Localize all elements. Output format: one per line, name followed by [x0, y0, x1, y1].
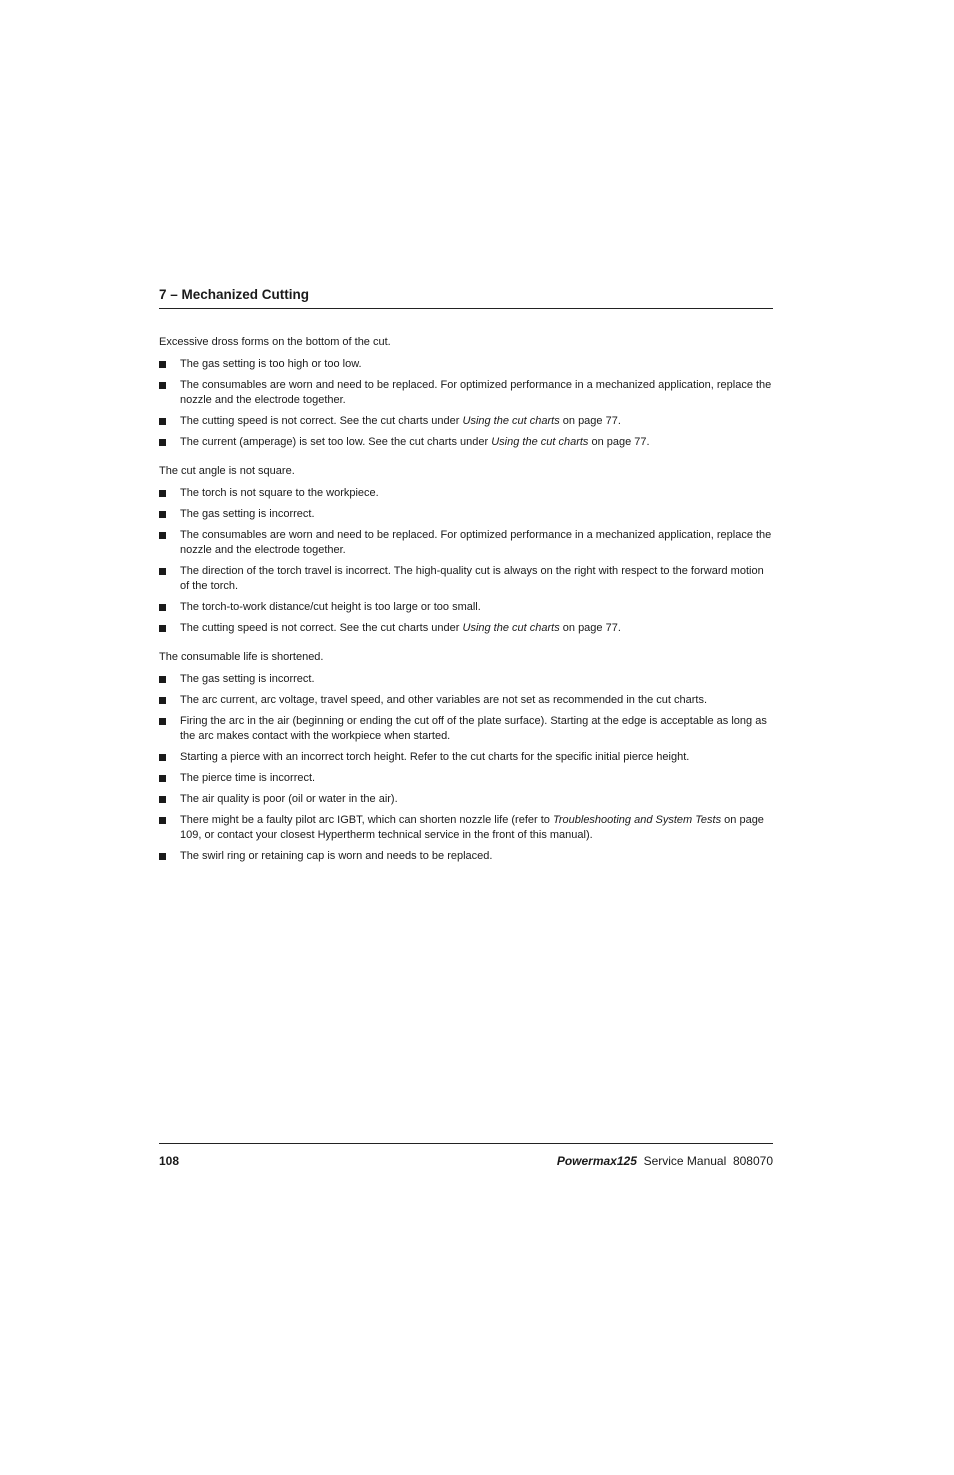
list-item-text-tail: on page 77. [588, 436, 650, 448]
list-item [159, 771, 773, 786]
product-name: Powermax125 [556, 1154, 637, 1168]
list-item-text: The consumables are worn and need to be replaced. For optimized performance in a mechanized application, replace the nozzle and the electrode together. [180, 379, 772, 406]
list-item [159, 693, 773, 708]
square-bullet-icon [159, 418, 166, 425]
symptom-section [159, 464, 773, 636]
list-item [159, 813, 773, 843]
list-item [159, 849, 773, 864]
square-bullet-icon [159, 817, 166, 824]
list-item-text: The cutting speed is not correct. See the cut charts under [180, 415, 463, 427]
square-bullet-icon [159, 754, 166, 761]
footer-manual-info [557, 1154, 773, 1168]
list-item-text: The current (amperage) is set too low. See the cut charts under [180, 436, 492, 448]
square-bullet-icon [159, 853, 166, 860]
square-bullet-icon [159, 568, 166, 575]
list-item-text: The gas setting is too high or too low. [180, 358, 362, 370]
list-item [159, 714, 773, 744]
square-bullet-icon [159, 382, 166, 389]
list-item-text-tail: on page 77. [559, 622, 621, 634]
cause-list [159, 357, 773, 450]
square-bullet-icon [159, 490, 166, 497]
list-item [159, 435, 773, 450]
list-item [159, 528, 773, 558]
list-item [159, 507, 773, 522]
square-bullet-icon [159, 718, 166, 725]
list-item-text: The swirl ring or retaining cap is worn and needs to be replaced. [180, 850, 493, 862]
list-item-text: There might be a faulty pilot arc IGBT, which can shorten nozzle life (refer to [180, 814, 553, 826]
list-item-text-tail: on page 77. [559, 415, 621, 427]
list-item-text: The torch-to-work distance/cut height is too large or too small. [180, 601, 481, 613]
cross-reference: Using the cut charts [462, 622, 560, 634]
square-bullet-icon [159, 532, 166, 539]
symptom-heading: The cut angle is not square. [159, 465, 295, 477]
symptom-heading: The consumable life is shortened. [159, 651, 324, 663]
square-bullet-icon [159, 511, 166, 518]
list-item [159, 357, 773, 372]
list-item [159, 672, 773, 687]
list-item [159, 750, 773, 765]
symptom-heading: Excessive dross forms on the bottom of the cut. [159, 336, 391, 348]
list-item-text: The arc current, arc voltage, travel speed, and other variables are not set as recommended in the cut charts. [180, 694, 708, 706]
cross-reference: Using the cut charts [491, 436, 589, 448]
symptom-section [159, 650, 773, 864]
square-bullet-icon [159, 625, 166, 632]
chapter-header [159, 287, 773, 309]
square-bullet-icon [159, 361, 166, 368]
list-item [159, 414, 773, 429]
list-item-text: Firing the arc in the air (beginning or ending the cut off of the plate surface). Starting at the edge is acceptable as long as the arc makes contact with the workpiece when started. [180, 715, 767, 742]
list-item-text: The gas setting is incorrect. [180, 508, 315, 520]
cause-list [159, 672, 773, 864]
square-bullet-icon [159, 439, 166, 446]
manual-name: Service Manual [643, 1154, 727, 1168]
cause-list [159, 486, 773, 636]
list-item-text: The consumables are worn and need to be replaced. For optimized performance in a mechanized application, replace the nozzle and the electrode together. [180, 529, 772, 556]
list-item [159, 564, 773, 594]
list-item-text: The gas setting is incorrect. [180, 673, 315, 685]
square-bullet-icon [159, 796, 166, 803]
list-item-text-tail: on page 109, or contact your closest Hypertherm technical service in the front of this manual). [180, 814, 764, 841]
list-item [159, 792, 773, 807]
list-item-text: The cutting speed is not correct. See the cut charts under [180, 622, 463, 634]
square-bullet-icon [159, 775, 166, 782]
main-content [159, 335, 773, 878]
page-number: 108 [159, 1154, 180, 1168]
list-item [159, 378, 773, 408]
square-bullet-icon [159, 697, 166, 704]
chapter-title: 7 – Mechanized Cutting [159, 287, 310, 302]
page-footer [159, 1143, 773, 1168]
list-item-text: The air quality is poor (oil or water in the air). [180, 793, 398, 805]
cross-reference: Using the cut charts [462, 415, 560, 427]
list-item-text: The pierce time is incorrect. [180, 772, 316, 784]
list-item-text: The direction of the torch travel is incorrect. The high-quality cut is always on the right with respect to the forward motion of the torch. [180, 565, 764, 592]
list-item [159, 600, 773, 615]
part-number: 808070 [732, 1154, 773, 1168]
symptom-section [159, 335, 773, 450]
cross-reference: Troubleshooting and System Tests [552, 814, 722, 826]
list-item-text: Starting a pierce with an incorrect torch height. Refer to the cut charts for the specific initial pierce height. [180, 751, 690, 763]
list-item [159, 621, 773, 636]
list-item [159, 486, 773, 501]
list-item-text: The torch is not square to the workpiece. [180, 487, 379, 499]
square-bullet-icon [159, 604, 166, 611]
square-bullet-icon [159, 676, 166, 683]
